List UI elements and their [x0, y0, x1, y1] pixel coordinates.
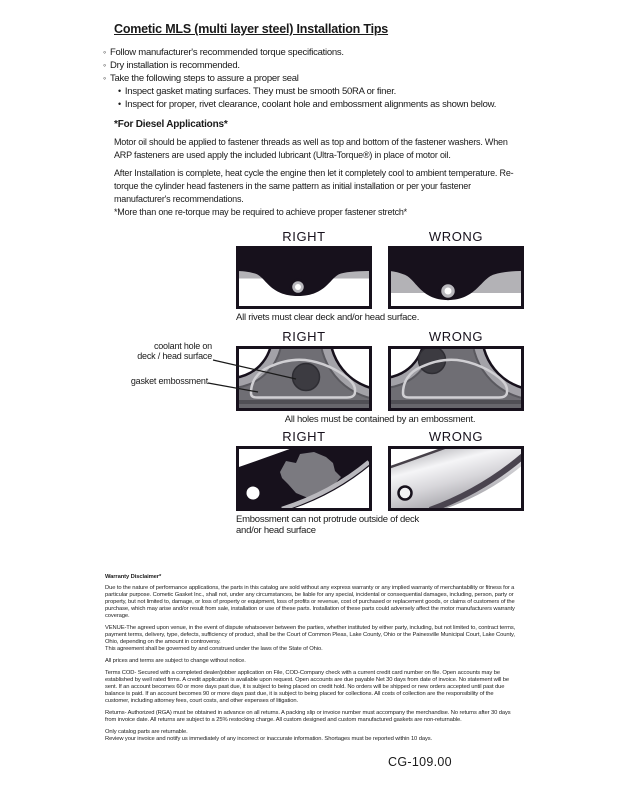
coolant-hole-callout: coolant hole on [153, 341, 212, 351]
list-item: ◦ Take the following steps to assure a proper seal [103, 72, 496, 85]
coolant-hole [293, 364, 320, 391]
figure-caption: All rivets must clear deck and/or head surface. [236, 312, 420, 323]
figure-hole-embossment [236, 329, 524, 425]
right-label: RIGHT [282, 429, 326, 444]
figure-diagrams [236, 446, 524, 511]
page-title: Cometic MLS (multi layer steel) Installation Tips [114, 22, 389, 36]
right-label: RIGHT [282, 229, 326, 244]
warranty-paragraph: All prices and terms are subject to change without notice. [105, 658, 246, 664]
rivet-center [445, 288, 452, 295]
wrong-label: WRONG [428, 229, 484, 244]
coolant-hole-callout: deck / head surface [137, 351, 212, 361]
caption-line: and/or head surface [236, 525, 316, 536]
warranty-paragraph: VENUE-The agreed upon venue, in the event of dispute whatsoever between the parties, whether instituted by either party, including, but not limited to, contract terms, payment terms, delivery, type, defects, sufficiency of product, shall be the Court of Common Pleas, Lake County, Ohio or the Painesville Municipal Court, Lake County, Ohio, depending on the amount in controversy. [105, 625, 516, 645]
list-item: • Inspect gasket mating surfaces. They must be smooth 50RA or finer. [118, 85, 496, 98]
caption-line: Embossment can not protrude outside of deck [236, 514, 420, 525]
warranty-paragraph: This agreement shall be governed by and construed under the laws of the State of Ohio. [105, 646, 323, 652]
bolt-hole [247, 487, 260, 500]
embossment-wrong-diagram [388, 346, 524, 411]
figure-labels [236, 429, 524, 444]
warranty-paragraph: Due to the nature of performance applications, the parts in this catalog are sold without any express warranty or any implied warranty of merchantability or fitness for a particular purpose. Cometic Gasket Inc., shall not, under any circumstances, be liable for any special, incidental or consequential damages, including, person, party or property, but not limited to, damage, or loss of property or equipment, loss of profits or revenue, cost of purchased or replacement goods, or claims of customers of the purchase, which may arise and/or result from sale, installation or use of these parts. Installation of these parts could adversely affect the motor manufacturers warranty coverage. [105, 585, 515, 619]
protrusion-right-diagram [236, 446, 372, 511]
figure-caption: All holes must be contained by an embossment. [284, 414, 476, 425]
rivet-wrong-diagram [388, 246, 524, 309]
gasket-edge-strip [236, 400, 372, 404]
bolt-hole [399, 487, 412, 500]
figure-diagrams [236, 346, 524, 411]
right-label: RIGHT [282, 329, 326, 344]
figure-labels [236, 229, 524, 244]
warranty-disclaimer-block [105, 574, 519, 748]
protrusion-wrong-diagram [388, 446, 524, 511]
diesel-paragraph-1: Motor oil should be applied to fastener threads as well as top and bottom of the fastener washers. When ARP fasteners are used apply the included lubricant (Ultra-Torque®) in place of motor oil. [114, 137, 508, 160]
list-item: ◦ Follow manufacturer's recommended torque specifications. [103, 46, 496, 59]
warranty-paragraph: Returns- Authorized (RGA) must be obtained in advance on all returns. A packing slip or invoice number must accompany the merchandise. No returns after 30 days from invoice date. All returns are subject to a 25% restocking charge. All custom designed and custom manufactured gaskets are non-returnable. [105, 710, 511, 723]
warranty-paragraph: Terms COD- Secured with a completed dealer/jobber application on File, COD-Company check with a current credit card number on file. Open accounts may be established by well rated firms. A credit application is available upon request. Open accounts are due payable Net 30 days from date of invoice. No statement will be sent. If an account becomes 60 or more days past due, it is subject to being placed on credit hold. No orders will be shipped or new orders accepted until past due balance is paid. If an account becomes 90 or more days past due, it is subject to being placed for collections. All costs of collection are the responsibility of the customer, including attorney fees, court costs, and other expenses of litigation. [105, 670, 510, 704]
figure-caption [236, 514, 524, 536]
warranty-paragraph: Only catalog parts are returnable. [105, 729, 188, 735]
rivet-right-diagram [236, 246, 372, 309]
retorque-note: *More than one re-torque may be required to achieve proper fastener stretch* [114, 207, 407, 217]
diesel-paragraph-2: After Installation is complete, heat cycle the engine then let it completely cool to ambient temperature. Re-torque the cylinder head fasteners in the same pattern as initial installation or per your fastener manufacturer's recommendations. [114, 168, 514, 204]
figure-diagrams [236, 246, 524, 309]
figure-rivet-clearance [236, 229, 524, 323]
list-item: ◦ Dry installation is recommended. [103, 59, 496, 72]
wrong-label: WRONG [428, 429, 484, 444]
list-item: • Inspect for proper, rivet clearance, coolant hole and embossment alignments as shown below. [118, 98, 496, 111]
figure-labels [236, 329, 524, 344]
page-code: CG-109.00 [388, 755, 452, 769]
diesel-applications-heading: *For Diesel Applications* [114, 119, 228, 130]
figure-embossment-protrusion [236, 429, 524, 536]
installation-tips-list [103, 46, 496, 111]
warranty-heading: Warranty Disclaimer* [105, 574, 162, 580]
gasket-edge-strip [388, 400, 524, 404]
rivet-center [295, 284, 301, 290]
gasket-embossment-callout: gasket embossment [130, 376, 208, 386]
wrong-label: WRONG [428, 329, 484, 344]
warranty-paragraph: Review your invoice and notify us immediately of any incorrect or inaccurate information. Shortages must be reported within 10 days. [105, 736, 433, 742]
embossment-right-diagram [236, 346, 372, 411]
